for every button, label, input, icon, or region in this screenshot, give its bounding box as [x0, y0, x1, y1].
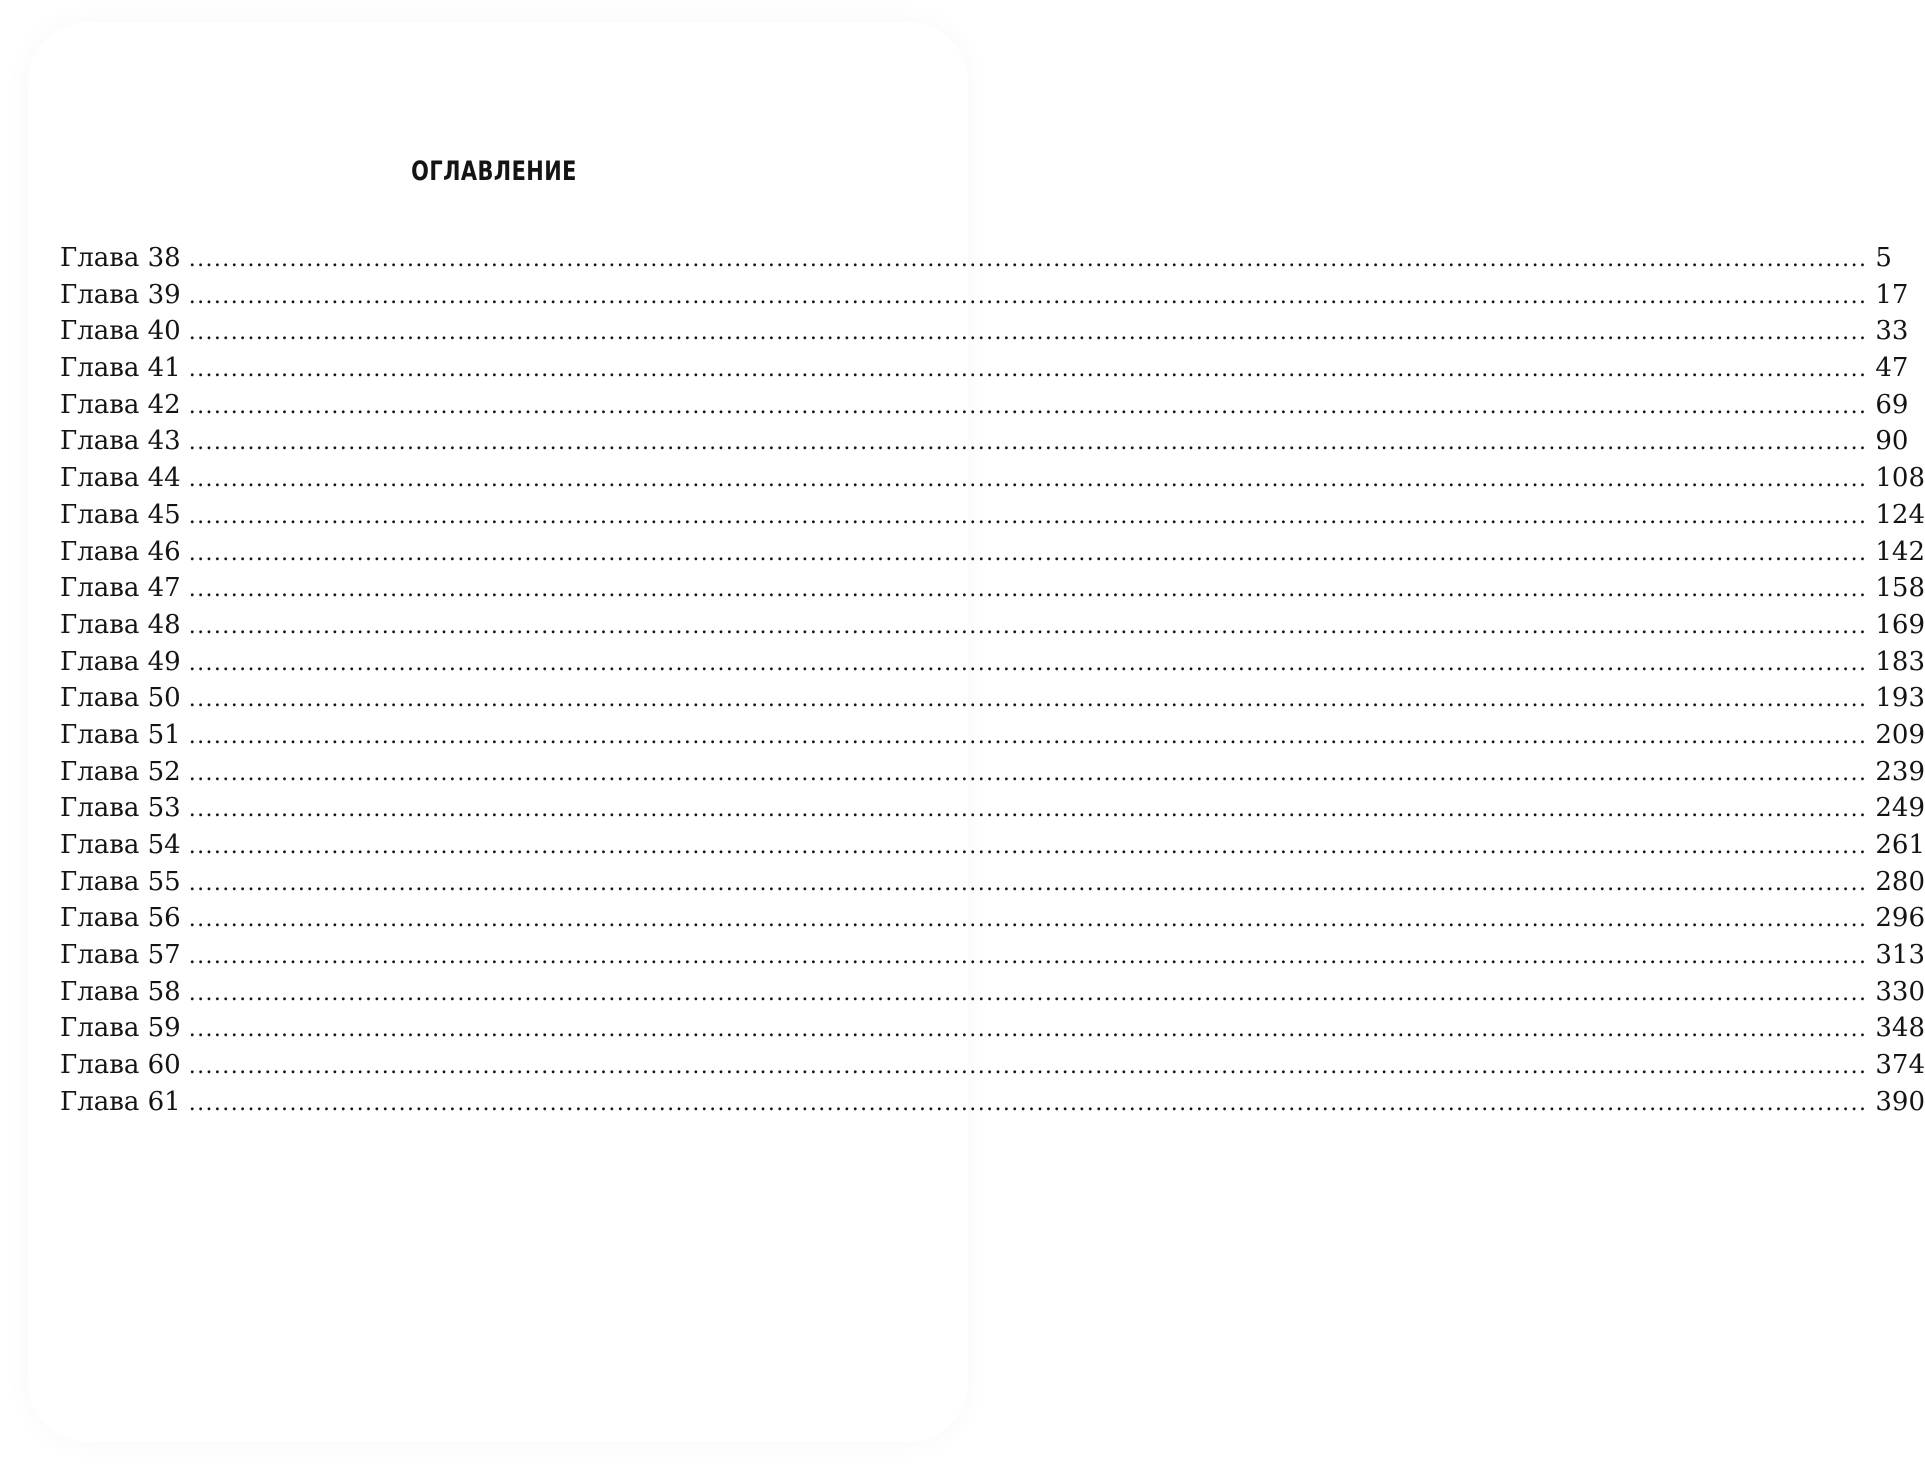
toc-entry — [60, 277, 1909, 314]
toc-entry-page-number: 296 — [1875, 903, 1925, 934]
toc-entry-page-number: 280 — [1875, 866, 1925, 897]
toc-entry — [60, 240, 1892, 277]
toc-dot-leader: ........................................................................................................................................................................................................ — [188, 357, 1868, 383]
toc-dot-leader: ........................................................................................................................................................................................................ — [188, 870, 1868, 896]
toc-dot-leader: ........................................................................................................................................................................................................ — [188, 687, 1868, 713]
toc-entry-page-number: 249 — [1875, 793, 1925, 824]
toc-entry — [60, 387, 1909, 424]
toc-entry-label: Глава 43 — [60, 426, 181, 457]
toc-entry-page-number: 183 — [1875, 646, 1925, 677]
toc-entry-page-number: 313 — [1875, 940, 1925, 971]
toc-entry — [60, 790, 1925, 827]
toc-entry — [60, 680, 1925, 717]
toc-entry — [60, 644, 1925, 681]
toc-entry-label: Глава 57 — [60, 940, 181, 971]
toc-entry — [60, 1010, 1925, 1047]
toc-entry-label: Глава 50 — [60, 683, 181, 714]
table-of-contents — [60, 240, 1925, 1121]
toc-entry-page-number: 142 — [1875, 536, 1925, 567]
toc-entry-page-number: 239 — [1875, 756, 1925, 787]
toc-entry-label: Глава 58 — [60, 976, 181, 1007]
toc-entry-page-number: 261 — [1875, 830, 1925, 860]
toc-entry-page-number: 47 — [1875, 353, 1909, 384]
toc-dot-leader: ........................................................................................................................................................................................................ — [188, 980, 1868, 1006]
toc-entry-label: Глава 61 — [60, 1086, 181, 1117]
toc-entry-page-number: 330 — [1875, 976, 1925, 1007]
toc-entry-page-number: 390 — [1875, 1086, 1925, 1117]
toc-entry-label: Глава 55 — [60, 866, 181, 897]
toc-entry — [60, 864, 1925, 901]
toc-entry — [60, 900, 1925, 937]
toc-entry-label: Глава 38 — [60, 243, 181, 273]
toc-entry — [60, 534, 1925, 571]
toc-entry-page-number: 348 — [1875, 1013, 1925, 1044]
toc-entry-page-number: 33 — [1875, 316, 1909, 347]
toc-entry-page-number: 193 — [1875, 683, 1925, 714]
toc-entry — [60, 754, 1925, 791]
toc-entry-label: Глава 48 — [60, 609, 181, 640]
toc-entry — [60, 313, 1909, 350]
toc-entry-label: Глава 60 — [60, 1050, 181, 1081]
toc-entry — [60, 717, 1925, 754]
toc-entry-page-number: 17 — [1875, 279, 1909, 310]
toc-entry-label: Глава 42 — [60, 389, 181, 420]
toc-entry-page-number: 90 — [1875, 426, 1909, 457]
page-title: ОГЛАВЛЕНИЕ — [411, 156, 577, 188]
toc-entry-page-number: 169 — [1875, 609, 1925, 640]
toc-entry-label: Глава 40 — [60, 316, 181, 347]
toc-entry-label: Глава 52 — [60, 756, 181, 787]
toc-entry — [60, 460, 1925, 497]
toc-dot-leader: ........................................................................................................................................................................................................ — [188, 540, 1868, 566]
toc-entry-label: Глава 41 — [60, 353, 181, 384]
toc-dot-leader: ........................................................................................................................................................................................................ — [188, 650, 1868, 676]
toc-entry-label: Глава 45 — [60, 499, 181, 530]
toc-entry-page-number: 108 — [1875, 463, 1925, 494]
toc-dot-leader: ........................................................................................................................................................................................................ — [188, 467, 1868, 493]
toc-entry-page-number: 158 — [1875, 573, 1925, 604]
toc-entry — [60, 974, 1925, 1011]
toc-entry-label: Глава 49 — [60, 646, 181, 677]
toc-entry-label: Глава 59 — [60, 1013, 181, 1044]
toc-entry — [60, 607, 1925, 644]
toc-dot-leader: ........................................................................................................................................................................................................ — [188, 1017, 1868, 1043]
toc-dot-leader: ........................................................................................................................................................................................................ — [188, 944, 1868, 970]
toc-dot-leader: ........................................................................................................................................................................................................ — [188, 797, 1868, 823]
toc-dot-leader: ........................................................................................................................................................................................................ — [188, 393, 1868, 419]
toc-entry — [60, 937, 1925, 974]
toc-entry — [60, 570, 1925, 607]
toc-entry-label: Глава 56 — [60, 903, 181, 934]
toc-entry — [60, 1047, 1925, 1084]
toc-dot-leader: ........................................................................................................................................................................................................ — [188, 760, 1868, 786]
toc-entry-page-number: 124 — [1875, 499, 1925, 530]
toc-dot-leader: ........................................................................................................................................................................................................ — [188, 1090, 1868, 1116]
toc-dot-leader: ........................................................................................................................................................................................................ — [188, 577, 1868, 603]
toc-entry-page-number: 374 — [1875, 1050, 1925, 1081]
toc-dot-leader: ........................................................................................................................................................................................................ — [188, 723, 1868, 749]
toc-entry — [60, 827, 1925, 864]
toc-dot-leader: ........................................................................................................................................................................................................ — [188, 1054, 1868, 1080]
toc-dot-leader: ........................................................................................................................................................................................................ — [188, 320, 1868, 346]
toc-dot-leader: ........................................................................................................................................................................................................ — [188, 503, 1868, 529]
toc-entry-label: Глава 51 — [60, 719, 181, 750]
toc-dot-leader: ........................................................................................................................................................................................................ — [188, 247, 1868, 272]
toc-entry-page-number: 5 — [1875, 243, 1892, 273]
toc-dot-leader: ........................................................................................................................................................................................................ — [188, 430, 1868, 456]
toc-dot-leader: ........................................................................................................................................................................................................ — [188, 907, 1868, 933]
toc-entry — [60, 423, 1909, 460]
toc-dot-leader: ........................................................................................................................................................................................................ — [188, 613, 1868, 639]
toc-entry-page-number: 69 — [1875, 389, 1909, 420]
toc-dot-leader: ........................................................................................................................................................................................................ — [188, 283, 1868, 309]
toc-entry — [60, 350, 1909, 387]
toc-entry-label: Глава 53 — [60, 793, 181, 824]
toc-entry-label: Глава 54 — [60, 830, 181, 860]
toc-entry-label: Глава 46 — [60, 536, 181, 567]
toc-entry-page-number: 209 — [1875, 719, 1925, 750]
toc-entry — [60, 497, 1925, 534]
toc-dot-leader: ........................................................................................................................................................................................................ — [188, 834, 1868, 859]
toc-entry — [60, 1084, 1925, 1121]
toc-entry-label: Глава 47 — [60, 573, 181, 604]
toc-entry-label: Глава 39 — [60, 279, 181, 310]
toc-entry-label: Глава 44 — [60, 463, 181, 494]
